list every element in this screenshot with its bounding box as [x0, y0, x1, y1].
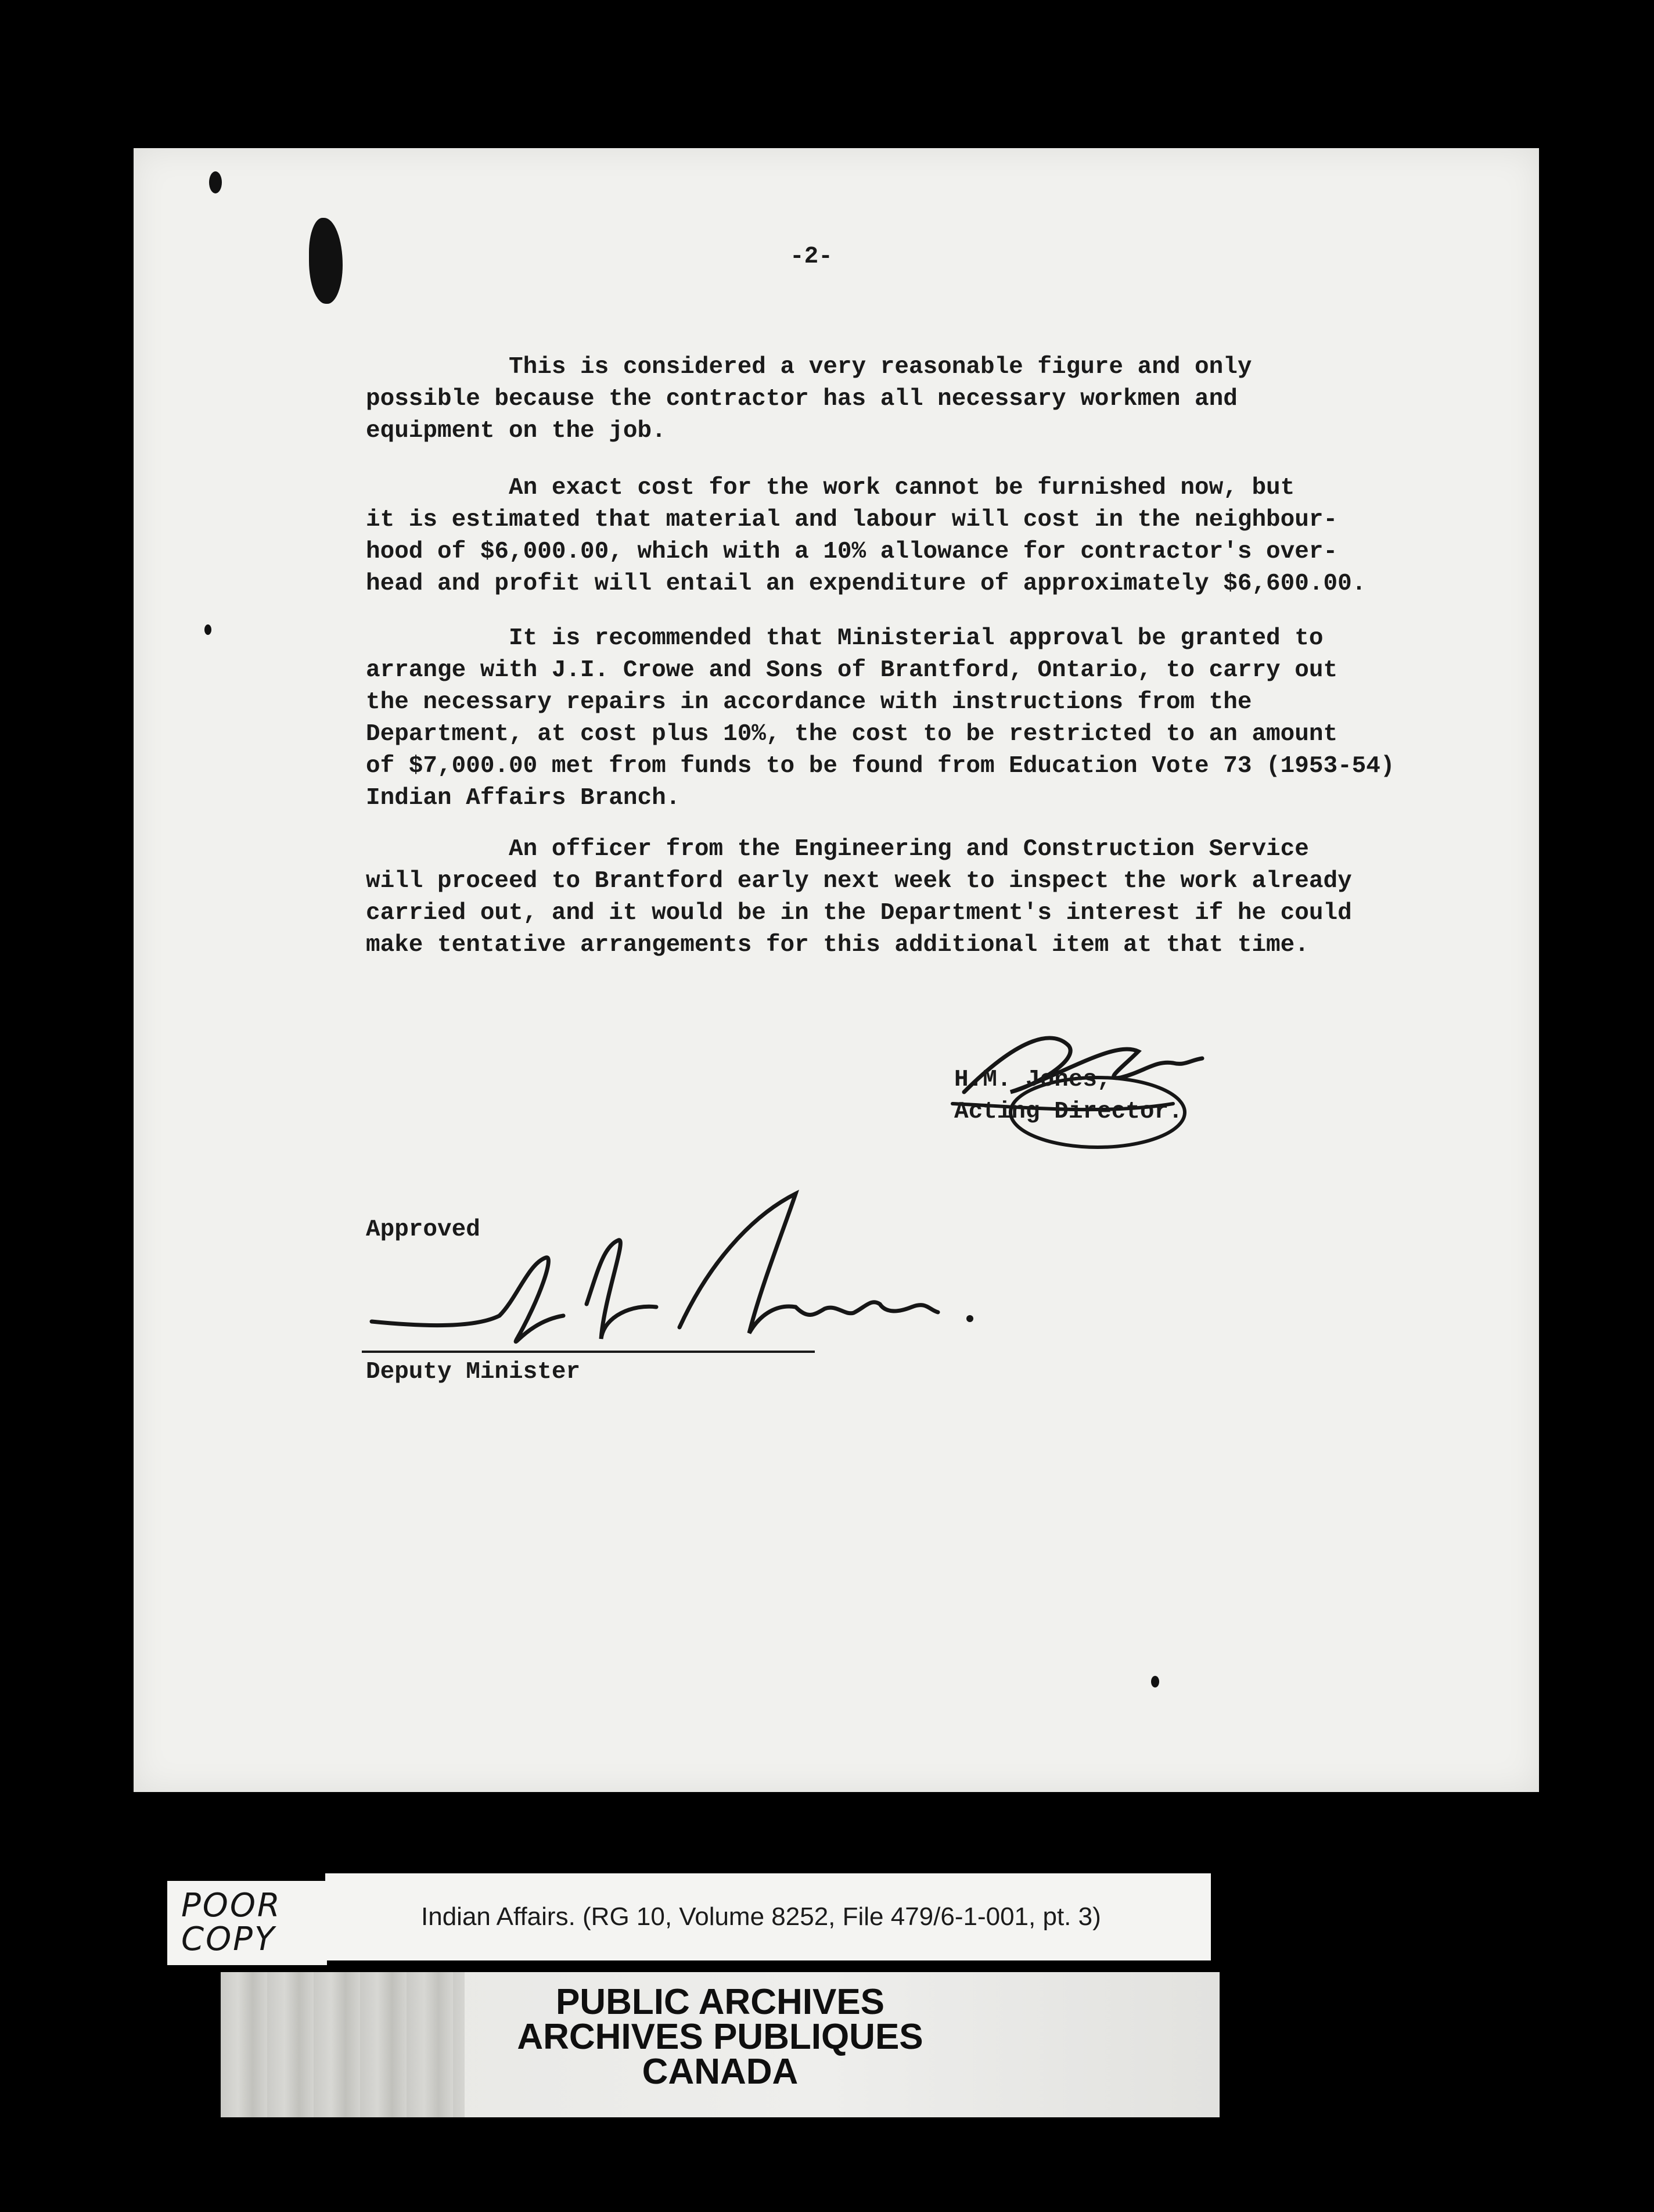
signatory-name: H.M. Jones,	[954, 1066, 1112, 1093]
torn-hole-mark	[309, 218, 343, 304]
deputy-minister-signature	[354, 1182, 1022, 1374]
poor-copy-note	[181, 1889, 315, 1956]
paragraph-1: This is considered a very reasonable figure and only possible because the contractor has all necessary workmen and equipment on the job.	[366, 354, 1252, 444]
archive-name-line-2: ARCHIVES PUBLIQUES	[517, 2017, 923, 2057]
ink-dot-mark-2	[1151, 1676, 1159, 1687]
ink-blot-mark	[209, 171, 222, 193]
archive-reference: Indian Affairs. (RG 10, Volume 8252, File 479/6-1-001, pt. 3)	[421, 1902, 1101, 1931]
approver-title: Deputy Minister	[366, 1359, 581, 1385]
poor-copy-word: COPY	[181, 1920, 276, 1958]
ink-dot-mark	[204, 624, 211, 635]
signature-line	[362, 1351, 815, 1353]
document-page	[134, 148, 1539, 1792]
archive-stamp-strip	[221, 1972, 1220, 2117]
signatory-title: Acting Director.	[954, 1098, 1183, 1125]
archive-name-line-3: CANADA	[642, 2052, 799, 2092]
poor-copy-tag	[167, 1881, 327, 1965]
paragraph-4: An officer from the Engineering and Construction Service will proceed to Brantford early next week to inspect the work already carried out, and it would be in the Department's interest if he could make tentative arrangements for this additional item at that time.	[366, 836, 1352, 958]
page-number: -2-	[790, 243, 833, 270]
reference-label	[325, 1873, 1211, 1960]
poor-copy-word: POOR	[181, 1887, 282, 1924]
archive-name-line-1: PUBLIC ARCHIVES	[555, 1982, 885, 2022]
paragraph-2: An exact cost for the work cannot be furnished now, but it is estimated that material and labour will cost in the neighbour- hood of $6,000.00, which with a 10% allowance for contractor's over- head and profit will entail an expenditure of approximately $6,600.00.	[366, 475, 1367, 597]
paragraph-3: It is recommended that Ministerial approval be granted to arrange with J.I. Crowe and Sons of Brantford, Ontario, to carry out the necessary repairs in accordance with instructions from the Department, at cost plus 10%, the cost to be restricted to an amount of $7,000.00 met from funds to be found from Education Vote 73 (1953-54) Indian Affairs Branch.	[366, 625, 1395, 811]
approved-label: Approved	[366, 1216, 480, 1243]
